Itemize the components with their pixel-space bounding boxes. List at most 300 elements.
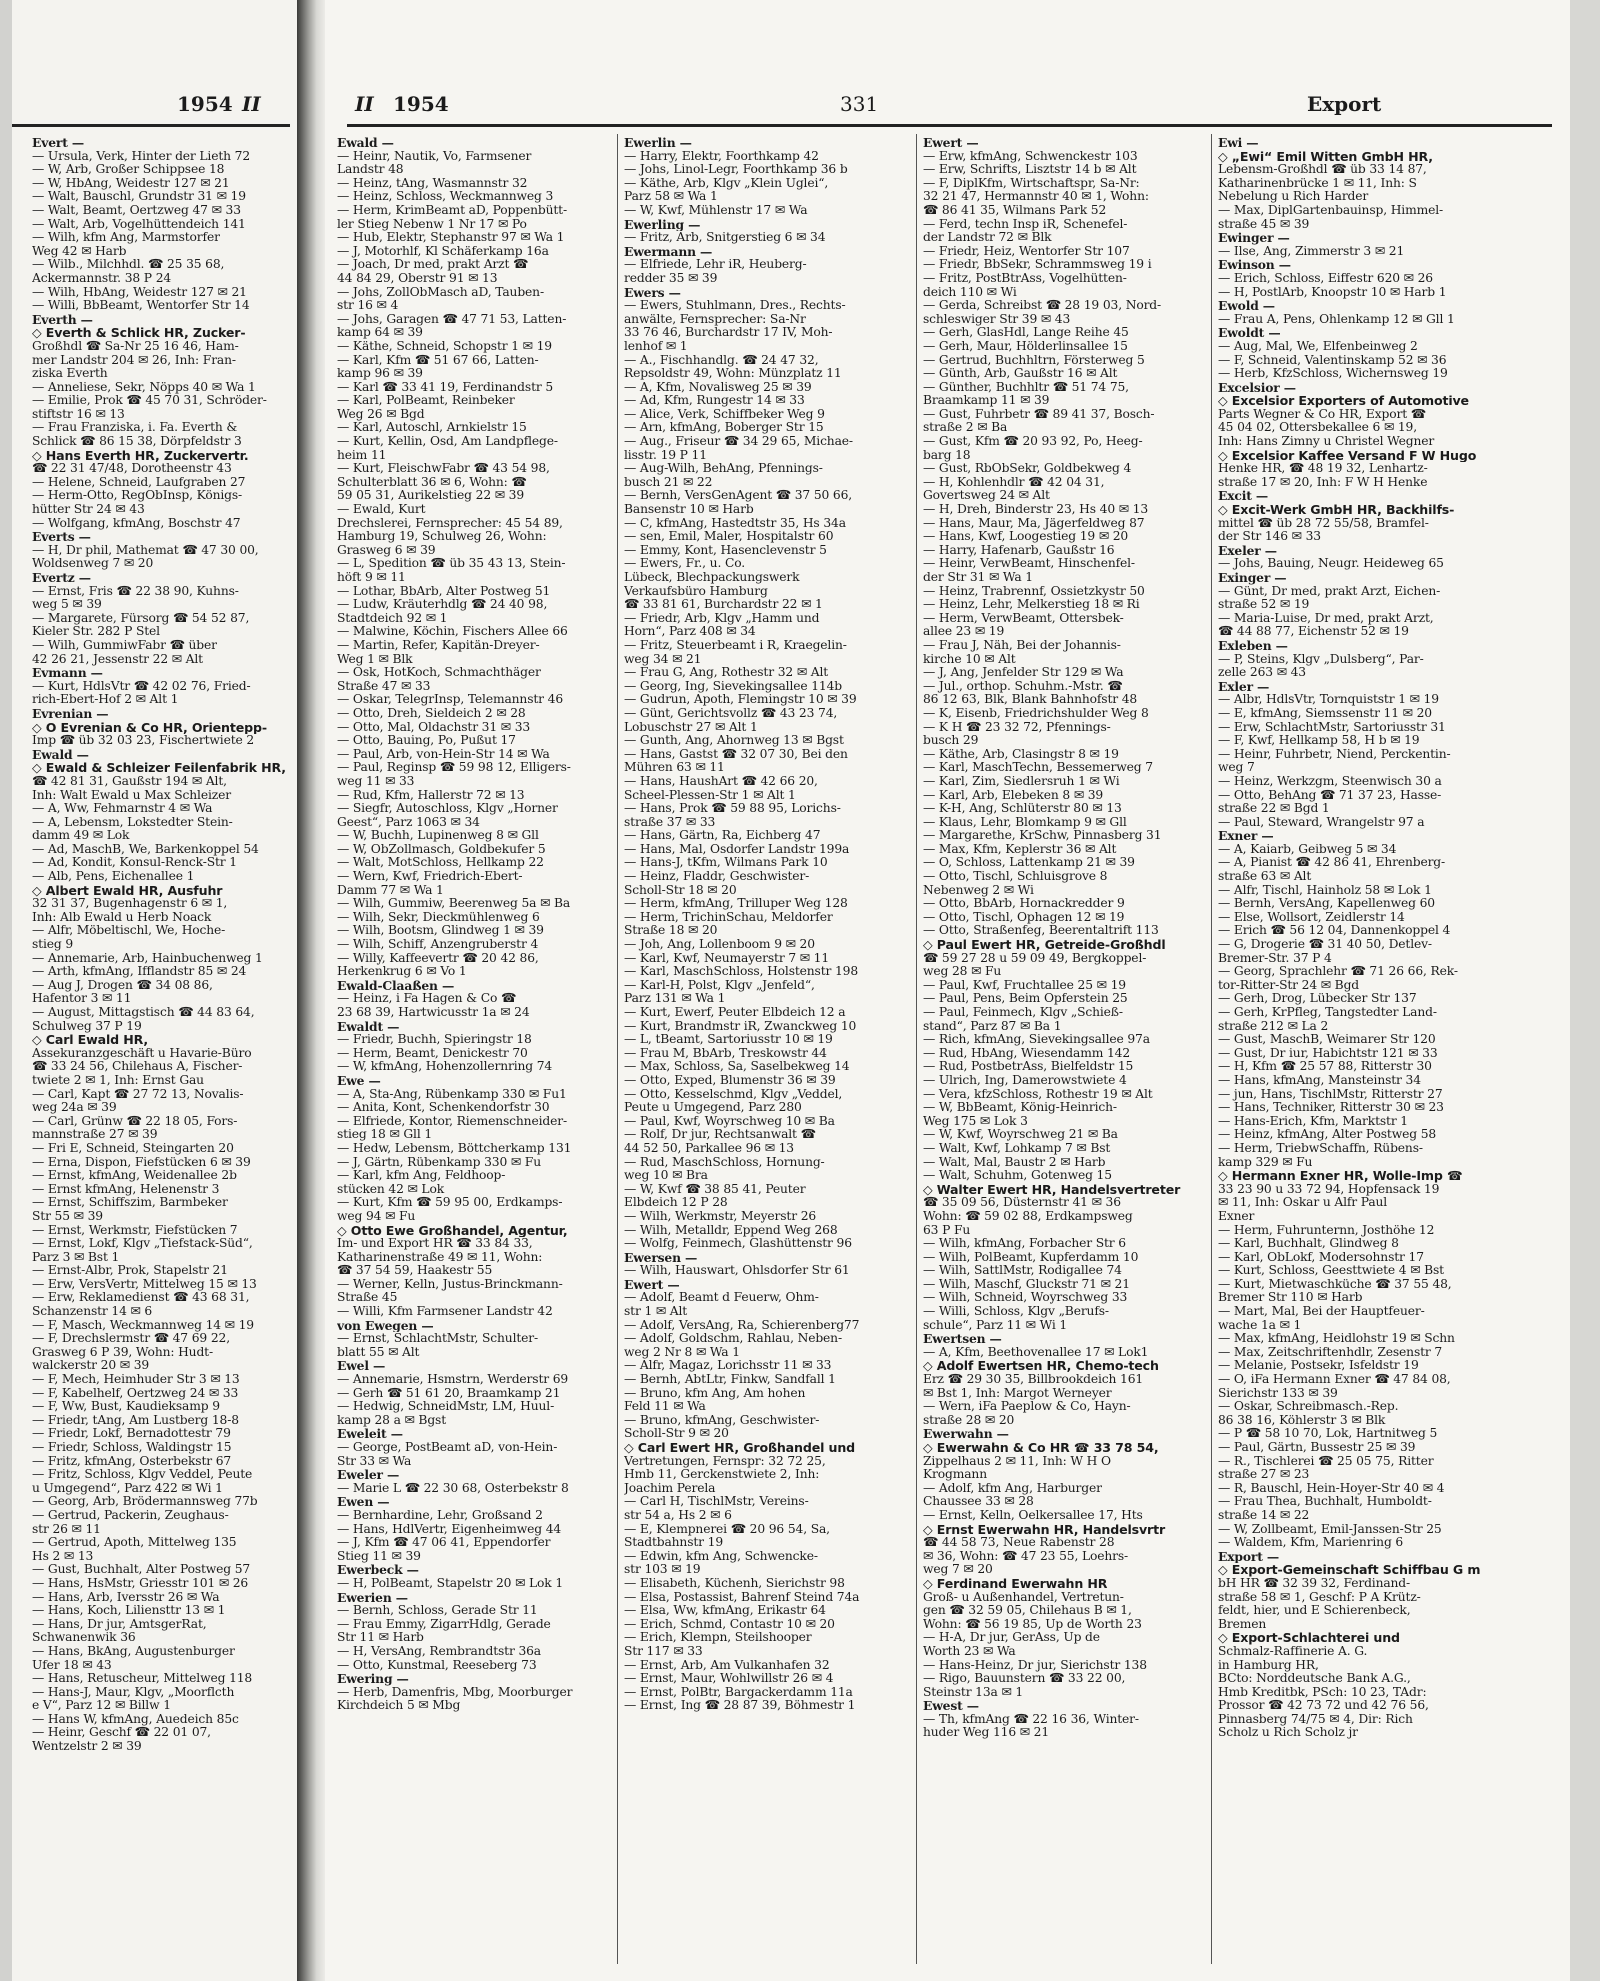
directory-entry-line: ☎ 44 58 73, Neue Rabenstr 28: [923, 1536, 1115, 1550]
directory-entry-line: ◇ Export-Gemeinschaft Schiffbau G m: [1218, 1563, 1481, 1577]
directory-entry-line: — Bernh, VersAng, Kapellenweg 60: [1218, 897, 1435, 911]
directory-entry-line: — Walt, Kwf, Lohkamp 7 ✉ Bst: [923, 1141, 1111, 1155]
directory-entry-line: — Gertrud, Apoth, Mittelweg 135: [32, 1536, 237, 1550]
directory-entry-line: Hs 2 ✉ 13: [32, 1549, 94, 1563]
directory-entry-line: — Hans, Dr jur, AmtsgerRat,: [32, 1617, 207, 1631]
directory-entry-line: — Ewald, Kurt: [337, 503, 426, 517]
directory-entry-line: — Elsa, Postassist, Bahrenf Steind 74a: [624, 1590, 860, 1604]
directory-entry-line: — Wilh, Metalldr, Eppend Weg 268: [624, 1223, 838, 1237]
directory-entry-line: — Georg, Sprachlehr ☎ 71 26 66, Rek-: [1218, 965, 1458, 979]
directory-entry-line: Elbdeich 12 P 28: [624, 1196, 728, 1210]
directory-entry-line: — Ilse, Ang, Zimmerstr 3 ✉ 21: [1218, 244, 1405, 258]
directory-entry-line: — E, Klempnerei ☎ 20 96 54, Sa,: [624, 1522, 830, 1536]
directory-entry-line: — Käthe, Arb, Klgv „Klein Uglei“,: [624, 176, 829, 190]
directory-entry-line: Stieg 11 ✉ 39: [337, 1549, 421, 1563]
directory-entry-line: — J, Kfm ☎ 47 06 41, Eppendorfer: [337, 1536, 551, 1550]
directory-entry-line: ◇ O Evrenian & Co HR, Orientepp-: [32, 720, 267, 735]
directory-entry-line: Stadtbahnstr 19: [624, 1536, 723, 1550]
directory-entry-line: — Arth, kfmAng, Ifflandstr 85 ✉ 24: [32, 965, 247, 979]
directory-entry-line: Schulweg 37 P 19: [32, 1019, 142, 1033]
directory-entry-line: — H, VersAng, Rembrandtstr 36a: [337, 1644, 541, 1658]
directory-entry-line: — Mart, Mal, Bei der Hauptfeuer-: [1218, 1305, 1425, 1319]
directory-entry-line: — Gerh, GlasHdl, Lange Reihe 45: [923, 326, 1129, 340]
directory-entry-line: ◇ Export-Schlachterei und: [1218, 1631, 1400, 1645]
directory-entry-line: — Otto, Mal, Oldachstr 31 ✉ 33: [337, 720, 531, 734]
directory-entry-line: — Johs, Garagen ☎ 47 71 53, Latten-: [337, 312, 567, 326]
directory-entry-line: 86 38 16, Köhlerstr 3 ✉ Blk: [1218, 1413, 1386, 1427]
directory-entry-line: — Paul, Arb, von-Hein-Str 14 ✉ Wa: [337, 747, 550, 761]
directory-entry-line: Ewert —: [923, 136, 979, 150]
page-number: 331: [840, 92, 879, 116]
directory-entry-line: — Hans, Koch, Liliensttr 13 ✉ 1: [32, 1604, 226, 1618]
directory-entry-line: — Karl, Arb, Elebeken 8 ✉ 39: [923, 788, 1104, 802]
directory-entry-line: Ewold —: [1218, 299, 1275, 313]
directory-entry-line: Exleben —: [1218, 638, 1288, 653]
directory-entry-line: — Hans, Gastst ☎ 32 07 30, Bei den: [624, 747, 848, 761]
directory-entry-line: — W, Kwf, Mühlenstr 17 ✉ Wa: [624, 203, 808, 217]
directory-entry-line: — Aug-Wilh, BehAng, Pfennings-: [624, 462, 823, 476]
directory-entry-line: weg 94 ✉ Fu: [337, 1209, 416, 1223]
directory-entry-line: ler Stieg Nebenw 1 Nr 17 ✉ Po: [337, 217, 527, 231]
directory-entry-line: — Frau A, Pens, Ohlenkamp 12 ✉ Gll 1: [1218, 312, 1455, 326]
directory-entry-line: Eweleit —: [337, 1427, 403, 1441]
directory-entry-line: wache 1a ✉ 1: [1218, 1318, 1302, 1332]
directory-entry-line: — August, Mittagstisch ☎ 44 83 64,: [32, 1006, 255, 1019]
directory-entry-line: weg 24a ✉ 39: [32, 1101, 117, 1115]
directory-entry-line: ◇ Ferdinand Ewerwahn HR: [923, 1576, 1108, 1591]
directory-entry-line: Ewoldt —: [1218, 326, 1281, 340]
directory-entry-line: ☎ 59 27 28 u 59 09 49, Bergkoppel-: [923, 951, 1147, 965]
directory-entry-line: Weg 42 ✉ Harb: [32, 244, 127, 258]
directory-entry-line: — Alb, Pens, Eichenallee 1: [32, 870, 195, 884]
directory-entry-line: — Edwin, kfm Ang, Schwencke-: [624, 1549, 818, 1563]
directory-entry-line: — Karl, Kwf, Neumayerstr 7 ✉ 11: [624, 951, 830, 965]
directory-entry-line: — H, Dreh, Binderstr 23, Hs 40 ✉ 13: [923, 503, 1149, 517]
directory-entry-line: stieg 18 ✉ Gll 1: [337, 1128, 433, 1142]
directory-entry-line: — P, Steins, Klgv „Dulsberg“, Par-: [1218, 652, 1424, 666]
directory-entry-line: deich 110 ✉ Wi: [923, 285, 1017, 299]
directory-entry-line: Assekuranzgeschäft u Havarie-Büro: [32, 1046, 252, 1060]
directory-entry-line: — Herm, kfmAng, Trilluper Weg 128: [624, 897, 848, 911]
directory-entry-line: höft 9 ✉ 11: [337, 571, 406, 584]
directory-entry-line: — Hans-J, tKfm, Wilmans Park 10: [624, 856, 828, 870]
directory-entry-line: zelle 263 ✉ 43: [1218, 666, 1306, 680]
directory-entry-line: — K H ☎ 23 32 72, Pfennings-: [923, 720, 1111, 734]
directory-entry-line: — Erw, Reklamedienst ☎ 43 68 31,: [32, 1291, 250, 1305]
directory-entry-line: — Adolf, kfm Ang, Harburger: [923, 1481, 1102, 1495]
directory-entry-line: ziska Everth: [32, 367, 108, 381]
directory-entry-line: — Elfriede, Kontor, Riemenschneider-: [337, 1114, 567, 1128]
directory-entry-line: mittel ☎ üb 28 72 55/58, Bramfel-: [1218, 516, 1429, 530]
directory-entry-line: — Erw, VersVertr, Mittelweg 15 ✉ 13: [32, 1277, 257, 1291]
directory-entry-line: — Bernh, VersGenAgent ☎ 37 50 66,: [624, 489, 853, 503]
directory-entry-line: — Hans-J, Maur, Klgv, „Moorflcth: [32, 1685, 235, 1699]
directory-entry-line: — Karl-H, Polst, Klgv „Jenfeld“,: [624, 978, 815, 992]
directory-entry-line: — Wilh, Werkmstr, Meyerstr 26: [624, 1209, 817, 1223]
directory-entry-line: — Herm, TriebwSchaffn, Rübens-: [1218, 1141, 1423, 1155]
directory-entry-line: — Paul, Pens, Beim Opferstein 25: [923, 992, 1128, 1006]
directory-entry-line: — Johs, ZollObMasch aD, Tauben-: [337, 285, 544, 299]
directory-entry-line: — Gust, Buchhalt, Alter Postweg 57: [32, 1563, 251, 1577]
directory-entry-line: straße 17 ✉ 20, Inh: F W H Henke: [1218, 475, 1428, 489]
directory-entry-line: — P ☎ 58 10 70, Lok, Hartnitweg 5: [1218, 1427, 1438, 1441]
directory-entry-line: Ewald —: [32, 747, 89, 762]
directory-entry-line: straße 63 ✉ Alt: [1218, 870, 1312, 884]
directory-entry-line: — J, Motorhlf, Kl Schäferkamp 16a: [337, 244, 549, 258]
directory-entry-line: — Frau J, Näh, Bei der Johannis-: [923, 638, 1121, 652]
directory-entry-line: — Herb, Damenfris, Mbg, Moorburger: [337, 1685, 573, 1699]
right-page-year: 1954: [393, 92, 449, 116]
directory-entry-line: straße 27 ✉ 23: [1218, 1468, 1310, 1482]
directory-entry-line: — Karl, MaschTechn, Bessemerweg 7: [923, 761, 1153, 775]
directory-entry-line: — Karl, ObLokf, Modersohnstr 17: [1218, 1250, 1424, 1264]
directory-entry-line: — Heinz, Trabrennf, Ossietzkystr 50: [923, 584, 1145, 598]
directory-entry-line: — Elfriede, Lehr iR, Heuberg-: [624, 258, 807, 272]
directory-entry-line: — Fritz, kfmAng, Osterbekstr 67: [32, 1454, 232, 1468]
directory-entry-line: — Kurt, Brandmstr iR, Zwanckweg 10: [624, 1019, 857, 1033]
directory-entry-line: Kieler Str. 282 P Stel: [32, 625, 160, 639]
directory-entry-line: — F, DiplKfm, Wirtschaftspr, Sa-Nr:: [923, 176, 1140, 190]
directory-entry-line: Govertsweg 24 ✉ Alt: [923, 489, 1050, 503]
directory-entry-line: Hafentor 3 ✉ 11: [32, 992, 132, 1006]
directory-entry-line: 33 76 46, Burchardstr 17 IV, Moh-: [624, 326, 833, 340]
directory-entry-line: — Ernst, Fris ☎ 22 38 90, Kuhns-: [32, 584, 239, 598]
directory-entry-line: — F, Masch, Weckmannweg 14 ✉ 19: [32, 1318, 254, 1332]
directory-entry-line: der Str 146 ✉ 33: [1218, 530, 1321, 544]
directory-entry-line: — Margarete, Fürsorg ☎ 54 52 87,: [32, 611, 250, 625]
directory-entry-line: Peute u Umgegend, Parz 280: [624, 1101, 802, 1115]
directory-entry-line: — L, Spedition ☎ üb 35 43 13, Stein-: [337, 557, 566, 571]
directory-entry-line: — Willi, Schloss, Klgv „Berufs-: [923, 1305, 1109, 1319]
directory-entry-line: — Hans-Heinz, Dr jur, Sierichstr 138: [923, 1658, 1147, 1672]
directory-entry-line: — Max, Schloss, Sa, Saselbekweg 14: [624, 1060, 850, 1074]
directory-entry-line: Ewerlin —: [624, 136, 692, 150]
directory-entry-line: — Heinr, Nautik, Vo, Farmsener: [337, 149, 532, 163]
column-divider: [1211, 134, 1212, 1964]
directory-entry-line: — A, Lebensm, Lokstedter Stein-: [32, 815, 233, 829]
directory-entry-line: Scheel-Plessen-Str 1 ✉ Alt 1: [624, 788, 796, 802]
directory-entry-line: str 26 ✉ 11: [32, 1522, 101, 1536]
directory-entry-line: Weg 175 ✉ Lok 3: [923, 1114, 1028, 1128]
directory-entry-line: — Harry, Elektr, Foorthkamp 42: [624, 149, 819, 163]
directory-entry-line: — H, Kfm ☎ 25 57 88, Ritterstr 30: [1218, 1060, 1432, 1074]
directory-entry-line: Verkaufsbüro Hamburg: [624, 584, 768, 598]
directory-entry-line: Straße 47 ✉ 33: [337, 679, 431, 693]
directory-entry-line: straße 212 ✉ La 2: [1218, 1019, 1329, 1033]
directory-entry-line: — Erw, Schrifts, Lisztstr 14 b ✉ Alt: [923, 163, 1137, 177]
directory-entry-line: — Ernst, Schiffszim, Barmbeker: [32, 1196, 228, 1210]
directory-entry-line: — H, Kohlenhdlr ☎ 42 04 31,: [923, 475, 1105, 489]
directory-entry-line: — Heinz, Lehr, Melkerstieg 18 ✉ Ri: [923, 598, 1140, 612]
directory-entry-line: — Anita, Kont, Schenkendorfstr 30: [337, 1101, 550, 1115]
directory-entry-line: Parz 131 ✉ Wa 1: [624, 992, 726, 1006]
directory-entry-line: — Georg, Arb, Brödermannsweg 77b: [32, 1495, 258, 1509]
directory-entry-line: — Max, kfmAng, Heidlohstr 19 ✉ Schn: [1218, 1332, 1455, 1346]
directory-entry-line: Schmalz-Raffinerie A. G.: [1218, 1644, 1368, 1658]
directory-entry-line: — A, Kfm, Beethovenallee 17 ✉ Lok1: [923, 1345, 1149, 1359]
directory-entry-line: — Siegfr, Autoschloss, Klgv „Horner: [337, 802, 558, 816]
directory-entry-line: Zippelhaus 2 ✉ 11, Inh: W H O: [923, 1454, 1111, 1468]
directory-entry-line: — Adolf, Goldschm, Rahlau, Neben-: [624, 1332, 842, 1346]
directory-entry-line: — Herm-Otto, RegObInsp, Königs-: [32, 489, 243, 503]
directory-entry-line: Exeler —: [1218, 543, 1277, 558]
directory-entry-line: busch 21 ✉ 22: [624, 475, 713, 489]
directory-entry-line: Export —: [1218, 1549, 1280, 1564]
directory-entry-line: ☎ 37 54 59, Haakestr 55: [337, 1264, 493, 1278]
directory-entry-line: — Friedr, BbSekr, Schrammsweg 19 i: [923, 258, 1152, 272]
right-page-roman: II: [355, 92, 374, 116]
directory-entry-line: — Frau G, Ang, Rothestr 32 ✉ Alt: [624, 666, 829, 680]
directory-entry-line: — Wern, Kwf, Friedrich-Ebert-: [337, 870, 523, 884]
right-page-column-2: [624, 136, 914, 1961]
directory-entry-line: Ewen —: [337, 1495, 390, 1509]
directory-entry-line: — Kurt, HdlsVtr ☎ 42 02 76, Fried-: [32, 679, 251, 693]
left-margin: [0, 0, 12, 1981]
directory-entry-line: ◇ Otto Ewe Großhandel, Agentur,: [337, 1223, 568, 1238]
directory-entry-line: Str 55 ✉ 39: [32, 1209, 103, 1223]
directory-entry-line: ✉ 11, Inh: Oskar u Alfr Paul: [1218, 1196, 1388, 1210]
directory-entry-line: — Oskar, TelegrInsp, Telemannstr 46: [337, 693, 563, 707]
directory-entry-line: — Hans-Erich, Kfm, Marktstr 1: [1218, 1114, 1408, 1128]
directory-entry-line: 33 23 90 u 33 72 94, Hopfensack 19: [1218, 1182, 1440, 1196]
directory-entry-line: — Gust, RbObSekr, Goldbekweg 4: [923, 462, 1132, 476]
directory-entry-line: — W, HbAng, Weidestr 127 ✉ 21: [32, 176, 230, 190]
directory-entry-line: feldt, hier, und E Schierenbeck,: [1218, 1604, 1411, 1618]
directory-entry-line: schleswiger Str 39 ✉ 43: [923, 312, 1071, 326]
directory-entry-line: huder Weg 116 ✉ 21: [923, 1726, 1050, 1740]
directory-entry-line: ◇ Ewerwahn & Co HR ☎ 33 78 54,: [923, 1441, 1159, 1455]
right-page-column-4: [1218, 136, 1518, 1961]
directory-entry-line: Ewerling —: [624, 217, 701, 232]
directory-entry-line: — Karl, Kfm ☎ 51 67 66, Latten-: [337, 353, 539, 367]
directory-entry-line: — Erw, SchlachtMstr, Sartoriusstr 31: [1218, 720, 1446, 734]
directory-entry-line: Ewerwahn —: [923, 1427, 1009, 1441]
directory-entry-line: — Erich, Schloss, Eiffestr 620 ✉ 26: [1218, 271, 1433, 285]
directory-entry-line: 23 68 39, Hartwicusstr 1a ✉ 24: [337, 1006, 530, 1019]
directory-entry-line: ☎ 35 09 56, Düsternstr 41 ✉ 36: [923, 1196, 1121, 1210]
directory-entry-line: ◇ „Ewi“ Emil Witten GmbH HR,: [1218, 149, 1433, 164]
directory-entry-line: weg 7 ✉ 20: [923, 1563, 993, 1577]
directory-entry-line: — Carl H, TischlMstr, Vereins-: [624, 1495, 809, 1509]
directory-entry-line: 44 84 29, Oberstr 91 ✉ 13: [337, 271, 498, 285]
directory-entry-line: — Hans, kfmAng, Mansteinstr 34: [1218, 1073, 1421, 1087]
directory-entry-line: — Ernst, Arb, Am Vulkanhafen 32: [624, 1658, 830, 1672]
directory-entry-line: — Kurt, FleischwFabr ☎ 43 54 98,: [337, 462, 550, 476]
directory-entry-line: — Joach, Dr med, prakt Arzt ☎: [337, 258, 529, 272]
directory-entry-line: — Bernhardine, Lehr, Großsand 2: [337, 1508, 543, 1522]
left-page-roman: II: [242, 92, 261, 116]
directory-entry-line: Katharinenstraße 49 ✉ 11, Wohn:: [337, 1250, 543, 1264]
directory-entry-line: — Ernst, Kelln, Oelkersallee 17, Hts: [923, 1508, 1143, 1522]
directory-entry-line: — Vera, kfzSchloss, Rothestr 19 ✉ Alt: [923, 1087, 1153, 1101]
directory-entry-line: — Rud, MaschSchloss, Hornung-: [624, 1155, 825, 1169]
directory-entry-line: Joachim Perela: [624, 1481, 716, 1495]
directory-entry-line: — Werner, Kelln, Justus-Brinckmann-: [337, 1277, 563, 1291]
directory-entry-line: — Käthe, Arb, Clasingstr 8 ✉ 19: [923, 747, 1119, 761]
directory-entry-line: Evrenian —: [32, 706, 109, 721]
directory-entry-line: — Fritz, PostBtrAss, Vogelhütten-: [923, 271, 1127, 285]
directory-entry-line: — Friedr, Arb, Klgv „Hamm und: [624, 611, 820, 625]
directory-entry-line: Scholz u Rich Scholz jr: [1218, 1726, 1358, 1740]
directory-entry-line: — A, Pianist ☎ 42 86 41, Ehrenberg-: [1218, 856, 1446, 870]
directory-entry-line: — Ewers, Stuhlmann, Dres., Rechts-: [624, 299, 846, 313]
directory-entry-line: str 1 ✉ Alt: [624, 1305, 688, 1319]
directory-entry-line: — J, Ang, Jenfelder Str 129 ✉ Wa: [923, 666, 1124, 680]
directory-entry-line: ☎ 42 81 31, Gaußstr 194 ✉ Alt,: [32, 774, 227, 788]
directory-entry-line: ☎ 33 24 56, Chilehaus A, Fischer-: [32, 1060, 243, 1074]
directory-entry-line: — Alfr, Möbeltischl, We, Hoche-: [32, 924, 226, 938]
directory-entry-line: weg 11 ✉ 33: [337, 774, 415, 788]
directory-entry-line: — Aug, Mal, We, Elfenbeinweg 2: [1218, 339, 1418, 353]
directory-entry-line: — Rigo, Bauunstern ☎ 33 22 00,: [923, 1672, 1126, 1686]
directory-entry-line: Bremer Str 110 ✉ Harb: [1218, 1291, 1363, 1305]
directory-entry-line: — Wilh, Schiff, Anzengruberstr 4: [337, 938, 539, 952]
directory-entry-line: von Ewegen —: [337, 1318, 434, 1333]
directory-entry-line: — Oskar, Schreibmasch.-Rep.: [1218, 1400, 1399, 1414]
directory-entry-line: — Walt, MotSchloss, Hellkamp 22: [337, 856, 544, 870]
directory-entry-line: hütter Str 24 ✉ 43: [32, 503, 145, 517]
directory-entry-line: — Ferd, techn Insp iR, Schenefel-: [923, 217, 1128, 231]
directory-entry-line: Schanzenstr 14 ✉ 6: [32, 1305, 153, 1319]
directory-entry-line: — Waldem, Kfm, Marienring 6: [1218, 1536, 1404, 1550]
directory-entry-line: — Annemarie, Hsmstrn, Werderstr 69: [337, 1373, 569, 1387]
directory-entry-line: kamp 96 ✉ 39: [337, 367, 423, 381]
directory-entry-line: der Landstr 72 ✉ Blk: [923, 231, 1052, 245]
directory-entry-line: Ewest —: [923, 1699, 979, 1713]
directory-entry-line: — Ewers, Fr., u. Co.: [624, 557, 746, 571]
directory-entry-line: — Adolf, VersAng, Ra, Schierenberg77: [624, 1318, 860, 1332]
directory-entry-line: — Arn, kfmAng, Boberger Str 15: [624, 421, 824, 435]
directory-entry-line: Ewersen —: [624, 1250, 698, 1265]
directory-entry-line: — W, ObZollmasch, Goldbekufer 5: [337, 842, 546, 856]
directory-entry-line: stücken 42 ✉ Lok: [337, 1182, 445, 1196]
directory-entry-line: Inh: Hans Zimny u Christel Wegner: [1218, 435, 1435, 449]
directory-entry-line: — Gust, Dr iur, Habichtstr 121 ✉ 33: [1218, 1046, 1438, 1060]
directory-entry-line: ◇ Excit-Werk GmbH HR, Backhilfs-: [1218, 503, 1455, 517]
directory-entry-line: Prossor ☎ 42 73 72 und 42 76 56,: [1218, 1699, 1429, 1713]
directory-entry-line: — W, Kwf, Woyrschweg 21 ✉ Ba: [923, 1128, 1118, 1142]
directory-entry-line: anwälte, Fernsprecher: Sa-Nr: [624, 312, 806, 326]
directory-entry-line: — Paul, Kwf, Woyrschweg 10 ✉ Ba: [624, 1114, 835, 1128]
directory-entry-line: — Ernst, Maur, Wohlwillstr 26 ✉ 4: [624, 1672, 834, 1686]
directory-entry-line: — Rich, kfmAng, Sievekingsallee 97a: [923, 1033, 1150, 1047]
directory-entry-line: — Ernst, PolBtr, Bargackerdamm 11a: [624, 1685, 853, 1699]
directory-entry-line: — Gerh ☎ 51 61 20, Braamkamp 21: [337, 1386, 561, 1400]
directory-entry-line: Chaussee 33 ✉ 28: [923, 1495, 1034, 1509]
directory-entry-line: — Hans, HsMstr, Griesstr 101 ✉ 26: [32, 1576, 249, 1590]
directory-entry-line: — Gudrun, Apoth, Flemingstr 10 ✉ 39: [624, 693, 857, 707]
directory-entry-line: — Willy, Kaffeevertr ☎ 20 42 86,: [337, 951, 539, 965]
directory-entry-line: kamp 329 ✉ Fu: [1218, 1155, 1313, 1169]
right-page-column-3: [923, 136, 1209, 1961]
directory-entry-line: 59 05 31, Aurikelstieg 22 ✉ 39: [337, 489, 525, 503]
directory-entry-line: — Gerh, KrPfleg, Tangstedter Land-: [1218, 1006, 1437, 1019]
directory-entry-line: — Paul, Gärtn, Bussestr 25 ✉ 39: [1218, 1441, 1416, 1454]
directory-entry-line: — Wilh, GummiwFabr ☎ über: [32, 638, 217, 652]
directory-entry-line: weg 10 ✉ Bra: [624, 1169, 708, 1183]
directory-entry-line: — Otto, BbArb, Hornackredder 9: [923, 897, 1125, 911]
directory-entry-line: Ewertsen —: [923, 1332, 1002, 1346]
directory-entry-line: weg 28 ✉ Fu: [923, 965, 1002, 979]
right-margin: [1570, 0, 1600, 1981]
directory-entry-line: — E, kfmAng, Siemssenstr 11 ✉ 20: [1218, 706, 1432, 720]
directory-entry-line: Inh: Alb Ewald u Herb Noack: [32, 910, 212, 924]
directory-entry-line: — Hans, HaushArt ☎ 42 66 20,: [624, 774, 818, 788]
directory-entry-line: ◇ Ernst Ewerwahn HR, Handelsvrtr: [923, 1522, 1166, 1537]
directory-entry-line: Ewering —: [337, 1672, 409, 1686]
directory-entry-line: — Erw, kfmAng, Schwenckestr 103: [923, 149, 1138, 163]
directory-entry-line: — Hedw, Lebensm, Böttcherkamp 131: [337, 1141, 572, 1155]
directory-entry-line: — Wolfg, Feinmech, Glashüttenstr 96: [624, 1237, 852, 1251]
directory-entry-line: — Gust, Fuhrbetr ☎ 89 41 37, Bosch-: [923, 407, 1155, 421]
directory-entry-line: Inh: Walt Ewald u Max Schleizer: [32, 788, 231, 802]
directory-entry-line: Braamkamp 11 ✉ 39: [923, 394, 1050, 408]
directory-entry-line: — Walt, Arb, Vogelhüttendeich 141: [32, 217, 246, 231]
directory-entry-line: ◇ Paul Ewert HR, Getreide-Großhdl: [923, 938, 1166, 952]
directory-entry-line: — C, kfmAng, Hastedtstr 35, Hs 34a: [624, 516, 846, 530]
directory-entry-line: — W, kfmAng, Hohenzollernring 74: [337, 1060, 553, 1074]
directory-entry-line: — Paul, Steward, Wrangelstr 97 a: [1218, 815, 1425, 829]
directory-entry-line: — Günther, Buchhltr ☎ 51 74 75,: [923, 380, 1129, 394]
directory-entry-line: lenhof ✉ 1: [624, 339, 688, 353]
directory-entry-line: — Emmy, Kont, Hasenclevenstr 5: [624, 543, 827, 557]
directory-entry-line: — Ernst, SchlachtMstr, Schulter-: [337, 1332, 539, 1346]
directory-entry-line: ✉ Bst 1, Inh: Margot Werneyer: [923, 1386, 1112, 1400]
directory-entry-line: weg 2 Nr 8 ✉ Wa 1: [624, 1345, 740, 1359]
directory-entry-line: — Maria-Luise, Dr med, prakt Ärzt,: [1218, 611, 1434, 625]
directory-entry-line: ◇ Carl Ewert HR, Großhandel und: [624, 1441, 855, 1455]
directory-entry-line: — Ad, MaschB, We, Barkenkoppel 54: [32, 842, 259, 856]
directory-entry-line: — Hans W, kfmAng, Auedeich 85c: [32, 1712, 239, 1726]
directory-entry-line: straße 45 ✉ 39: [1218, 217, 1310, 231]
directory-entry-line: — Wern, iFa Paeplow & Co, Hayn-: [923, 1400, 1131, 1414]
directory-entry-line: Feld 11 ✉ Wa: [624, 1400, 706, 1414]
directory-entry-line: — Erich, Schmd, Contastr 10 ✉ 20: [624, 1617, 835, 1631]
directory-entry-line: — Wilh, Schneid, Woyrschweg 33: [923, 1291, 1128, 1305]
directory-entry-line: — Rud, Kfm, Hallerstr 72 ✉ 13: [337, 788, 525, 802]
directory-entry-line: — sen, Emil, Maler, Hospitalstr 60: [624, 530, 834, 544]
directory-entry-line: Bremer-Str. 37 P 4: [1218, 951, 1332, 965]
directory-entry-line: — Otto, Dreh, Sieldeich 2 ✉ 28: [337, 706, 526, 720]
directory-entry-line: Ewerbeck —: [337, 1563, 419, 1577]
directory-entry-line: Geest“, Parz 1063 ✉ 34: [337, 815, 480, 829]
directory-entry-line: 32 31 37, Bugenhagenstr 6 ✉ 1,: [32, 897, 228, 911]
directory-entry-line: — Günth, Arb, Gaußstr 16 ✉ Alt: [923, 367, 1118, 381]
directory-entry-line: kamp 28 a ✉ Bgst: [337, 1413, 446, 1427]
directory-entry-line: Lübeck, Blechpackungswerk: [624, 571, 800, 584]
directory-entry-line: — Kurt, Schloss, Geesttwiete 4 ✉ Bst: [1218, 1264, 1444, 1278]
directory-entry-line: Straße 18 ✉ 20: [624, 924, 718, 938]
directory-entry-line: — Johs, Linol-Legr, Foorthkamp 36 b: [624, 163, 848, 177]
directory-entry-line: ◇ Excelsior Exporters of Automotive: [1218, 394, 1469, 408]
directory-entry-line: — Hedwig, SchneidMstr, LM, Huul-: [337, 1400, 555, 1414]
directory-entry-line: — Fri E, Schneid, Steingarten 20: [32, 1141, 234, 1155]
directory-entry-line: — F, Kabelhelf, Oertzweg 24 ✉ 33: [32, 1386, 239, 1400]
directory-entry-line: — Frau Franziska, i. Fa. Everth &: [32, 421, 238, 435]
directory-entry-line: 32 21 47, Hermannstr 40 ✉ 1, Wohn:: [923, 190, 1149, 204]
directory-entry-line: — F, Drechslermstr ☎ 47 69 22,: [32, 1332, 230, 1346]
directory-entry-line: Hmb 11, Gerckenstwiete 2, Inh:: [624, 1468, 820, 1482]
directory-entry-line: — Melanie, Postsekr, Isfeldstr 19: [1218, 1359, 1419, 1373]
directory-entry-line: Vertretungen, Fernspr: 32 72 25,: [624, 1454, 826, 1468]
directory-entry-line: — R, Bauschl, Hein-Hoyer-Str 40 ✉ 4: [1218, 1481, 1445, 1495]
directory-entry-line: — Heinz, tAng, Wasmannstr 32: [337, 176, 528, 190]
directory-entry-line: — J, Gärtn, Rübenkamp 330 ✉ Fu: [337, 1155, 541, 1169]
directory-entry-line: — A, Kaiarb, Geibweg 5 ✉ 34: [1218, 842, 1397, 856]
directory-entry-line: der Str 31 ✉ Wa 1: [923, 571, 1033, 584]
directory-entry-line: Bansenstr 10 ✉ Harb: [624, 503, 754, 517]
directory-entry-line: — Otto, Tischl, Schluisgrove 8: [923, 870, 1108, 884]
